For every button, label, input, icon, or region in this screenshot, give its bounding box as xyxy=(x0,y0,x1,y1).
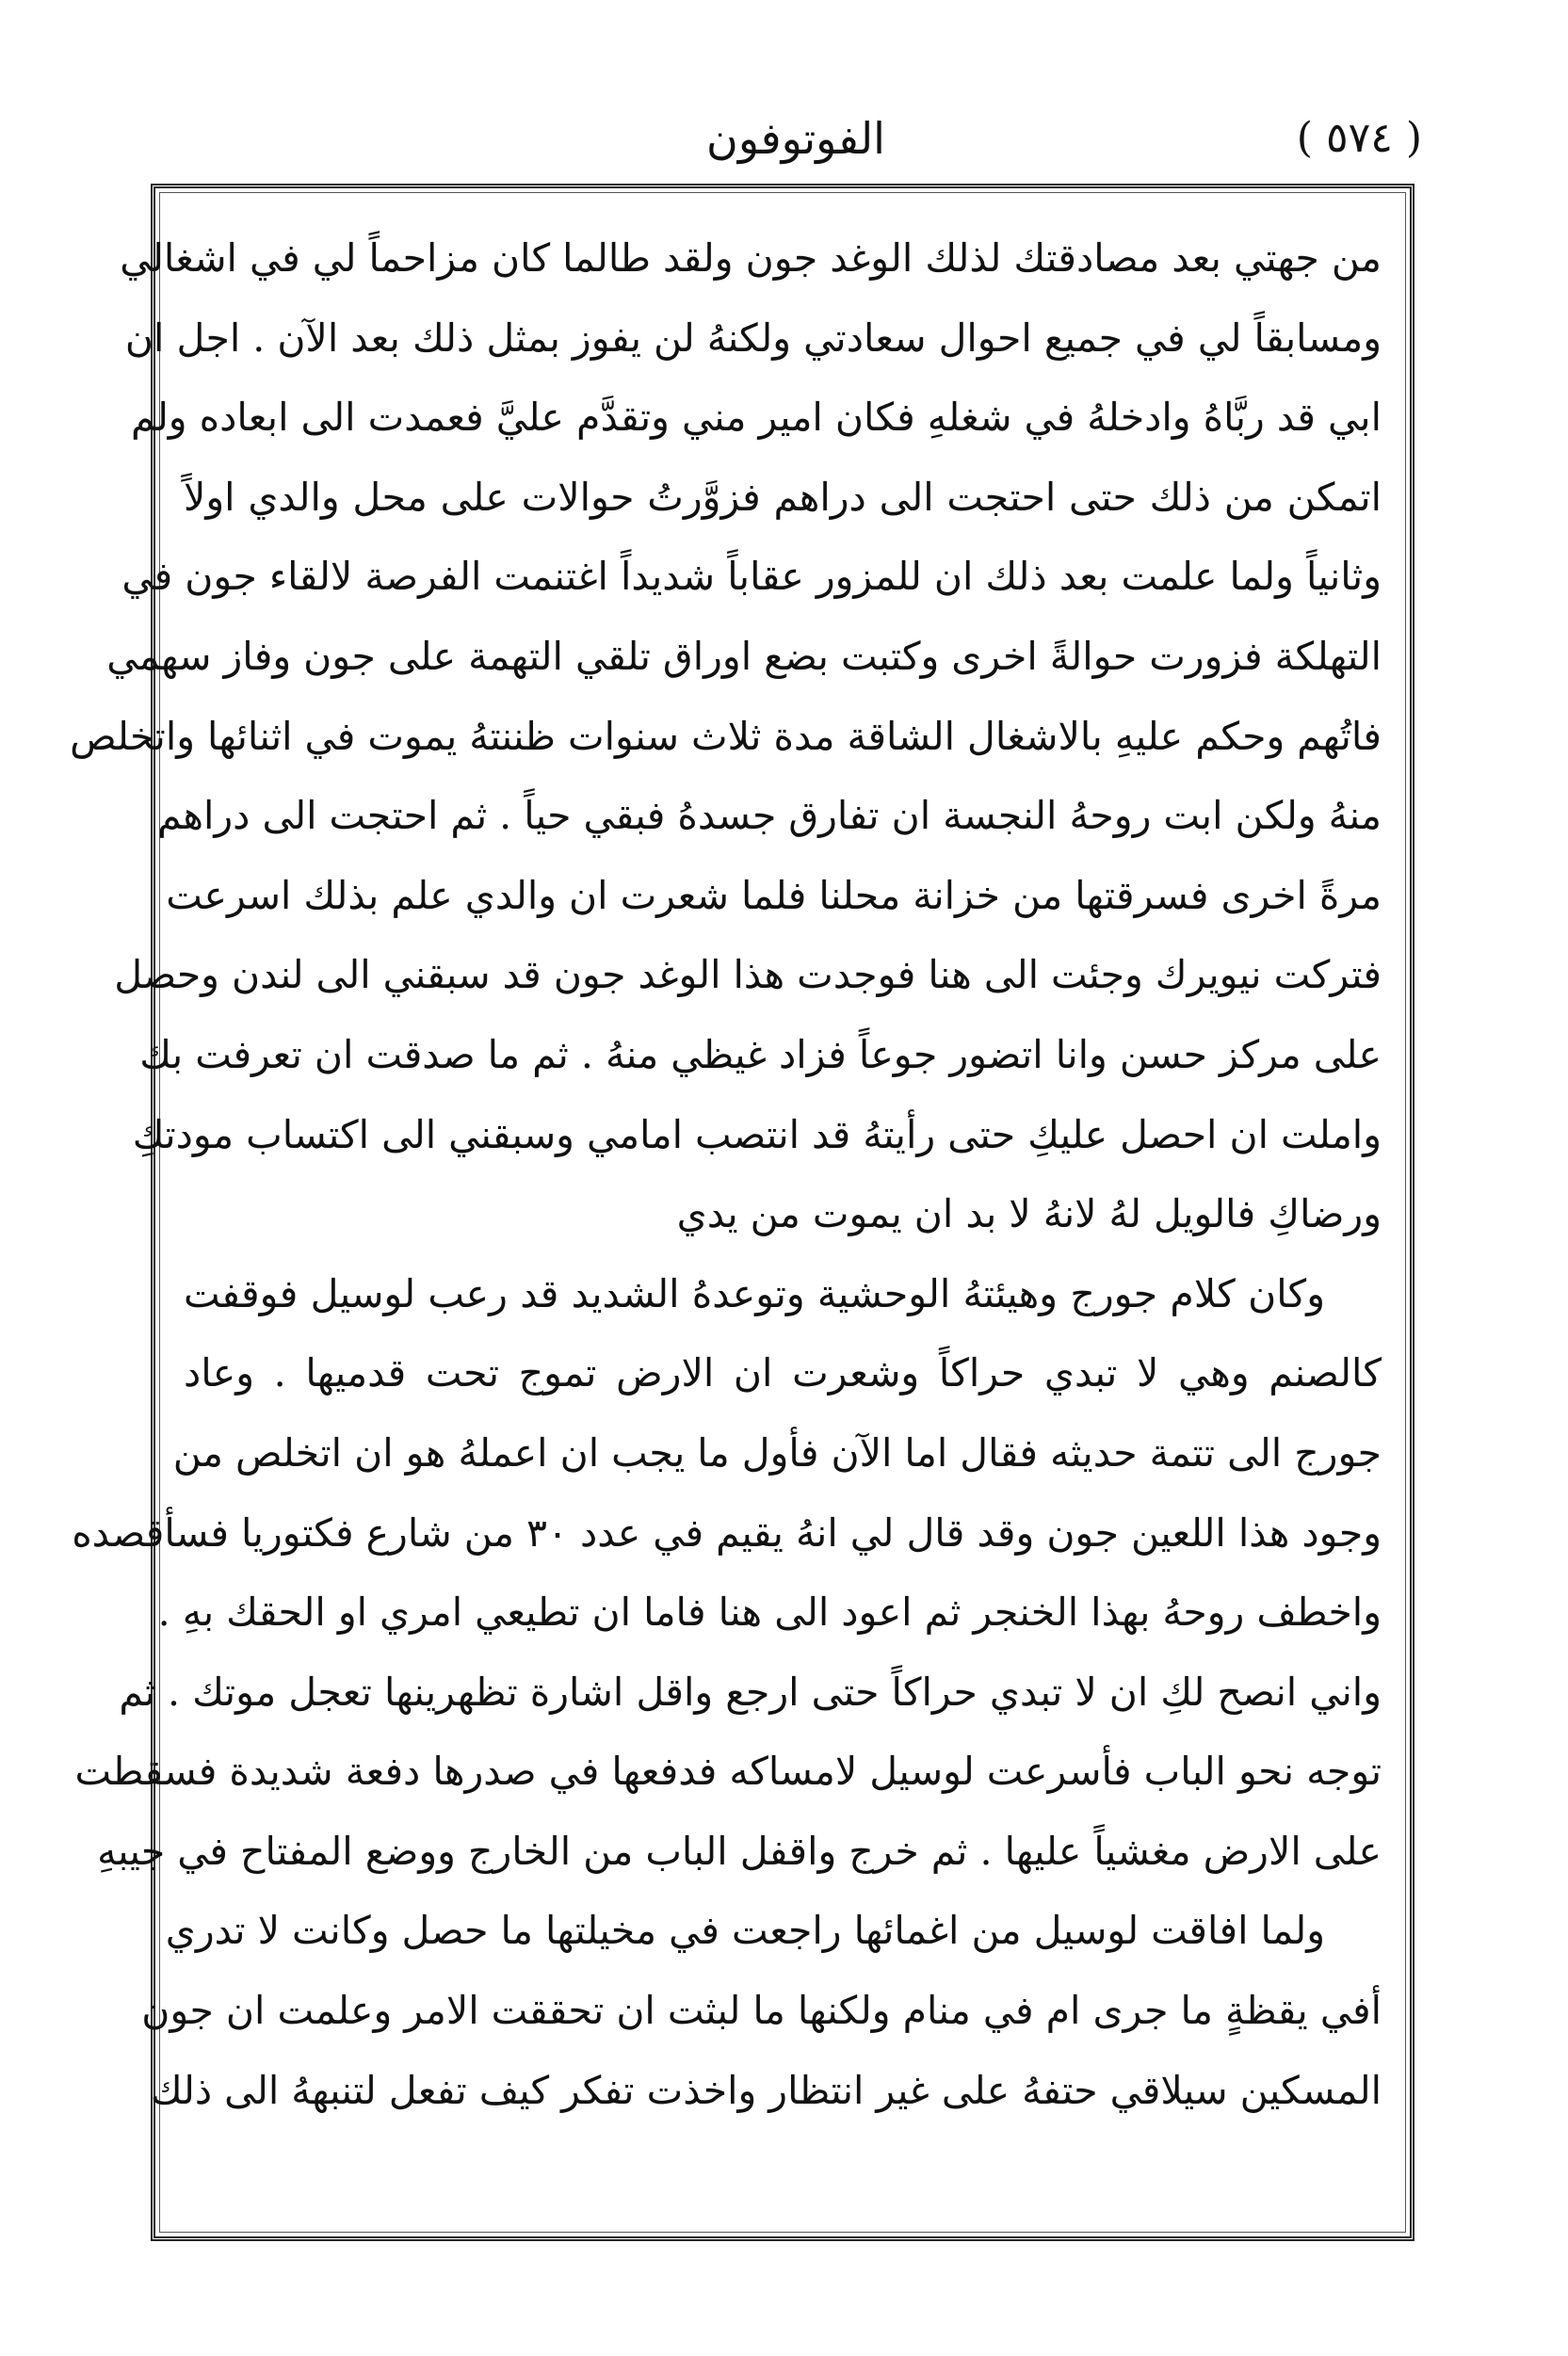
text-line: ولما افاقت لوسيل من اغمائها راجعت في مخيلتها ما حصل وكانت لا تدري xyxy=(165,1908,1325,1954)
text-line: اتمكن من ذلك حتى احتجت الى دراهم فزوَّرتُ حوالات على محل والدي اولاً xyxy=(184,474,1382,520)
text-line: على الارض مغشياً عليها . ثم خرج واقفل الباب من الخارج ووضع المفتاح في جيبهِ xyxy=(97,1828,1382,1874)
text-line: واخطف روحهُ بهذا الخنجر ثم اعود الى هنا فاما ان تطيعي امري او الحقك بهِ . xyxy=(157,1589,1382,1636)
text-line: ومسابقاً لي في جميع احوال سعادتي ولكنهُ لن يفوز بمثل ذلك بعد الآن . اجل ان xyxy=(124,315,1382,361)
text-line: المسكين سيلاقي حتفهُ على غير انتظار واخذت تفكر كيف تفعل لتنبههُ الى ذلك xyxy=(150,2067,1382,2113)
text-line: فتركت نيويرك وجئت الى هنا فوجدت هذا الوغد جون قد سبقني الى لندن وحصل xyxy=(114,952,1382,998)
page-header xyxy=(170,105,1422,171)
text-line: مرةً اخرى فسرقتها من خزانة محلنا فلما شعرت ان والدي علم بذلك اسرعت xyxy=(166,872,1382,918)
text-frame xyxy=(70,184,1414,2241)
text-line: على مركز حسن وانا اتضور جوعاً فزاد غيظي منهُ . ثم ما صدقت ان تعرفت بك xyxy=(139,1031,1382,1077)
text-line: كالصنم وهي لا تبدي حراكاً وشعرت ان الارض تموج تحت قدميها . وعاد xyxy=(184,1350,1382,1396)
text-line: فاتُهم وحكم عليهِ بالاشغال الشاقة مدة ثلاث سنوات ظننتهُ يموت في اثنائها واتخلص xyxy=(70,713,1382,759)
text-line: واملت ان احصل عليكِ حتى رأيتهُ قد انتصب امامي وسبقني الى اكتساب مودتكِ xyxy=(132,1111,1382,1157)
text-line: التهلكة فزورت حوالةً اخرى وكتبت بضع اوراق تلقي التهمة على جون وفاز سهمي xyxy=(106,633,1382,679)
text-line: توجه نحو الباب فأسرعت لوسيل لامساكه فدفعها في صدرها دفعة شديدة فسقطت xyxy=(74,1749,1382,1795)
text-line: من جهتي بعد مصادقتك لذلك الوغد جون ولقد طالما كان مزاحماً لي في اشغالي xyxy=(120,235,1382,281)
text-body xyxy=(70,218,1382,2130)
text-line: واني انصح لكِ ان لا تبدي حراكاً حتى ارجع واقل اشارة تظهرينها تعجل موتك . ثم xyxy=(119,1669,1382,1715)
text-line: أفي يقظةٍ ما جرى ام في منام ولكنها ما لبثت ان تحققت الامر وعلمت ان جون xyxy=(141,1988,1382,2034)
running-title: الفوتوفون xyxy=(706,113,885,164)
page-number: ( ٥٧٤ ) xyxy=(1296,114,1422,162)
text-line: منهُ ولكن ابت روحهُ النجسة ان تفارق جسدهُ فبقي حياً . ثم احتجت الى دراهم xyxy=(157,793,1382,839)
text-line: وثانياً ولما علمت بعد ذلك ان للمزور عقاباً شديداً اغتنمت الفرصة لالقاء جون في xyxy=(121,554,1382,600)
text-line: ورضاكِ فالويل لهُ لانهُ لا بد ان يموت من يدي xyxy=(676,1191,1382,1237)
text-line: وجود هذا اللعين جون وقد قال لي انهُ يقيم في عدد ٣٠ من شارع فكتوريا فسأقصده xyxy=(72,1509,1382,1556)
text-line: وكان كلام جورج وهيئتهُ الوحشية وتوعدهُ الشديد قد رعب لوسيل فوقفت xyxy=(184,1270,1325,1316)
text-line: ابي قد ربَّاهُ وادخلهُ في شغلهِ فكان امير مني وتقدَّم عليَّ فعمدت الى ابعاده ولم xyxy=(131,395,1382,441)
text-line: جورج الى تتمة حديثه فقال اما الآن فأول ما يجب ان اعملهُ هو ان اتخلص من xyxy=(172,1429,1382,1476)
